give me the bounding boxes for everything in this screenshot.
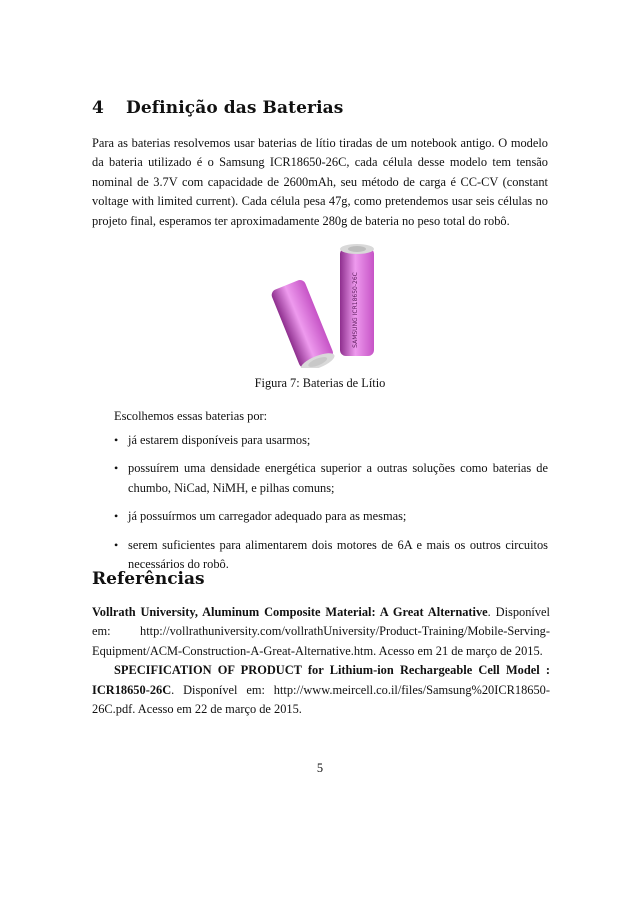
references-list (92, 603, 550, 719)
bullet-icon: • (114, 537, 119, 552)
reference-details: . Disponível em: http://vollrathuniversity.com/vollrathUniversity/Product-Training/Mobile-Serving-Equipment/ACM-Construction-A-Great-Alternative.htm. Acesso em 21 de março de 2015. (92, 605, 550, 658)
section-number: 4 (92, 98, 104, 118)
bullet-icon: • (114, 461, 119, 476)
leaning-battery (270, 278, 337, 368)
section-title: Definição das Baterias (126, 98, 344, 118)
reasons-list (92, 431, 548, 583)
battery-figure (256, 238, 396, 368)
section-heading (92, 98, 343, 118)
battery-label: SAMSUNG ICR18650-26C (352, 272, 359, 348)
list-item: • já possuírmos um carregador adequado para as mesmas; (92, 507, 548, 526)
figure-caption: Figura 7: Baterias de Lítio (254, 376, 386, 390)
reference-title: Vollrath University, Aluminum Composite Material: A Great Alternative (92, 605, 488, 619)
standing-battery (340, 244, 374, 356)
reference-entry (92, 603, 550, 661)
reasons-intro: Escolhemos essas baterias por: (114, 409, 268, 423)
list-item: • já estarem disponíveis para usarmos; (92, 431, 548, 450)
battery-image (256, 238, 396, 368)
reference-details: . Disponível em: http://www.meircell.co.il/files/Samsung%20ICR18650-26C.pdf. Acesso em 22 de março de 2015. (92, 682, 550, 717)
references-heading: Referências (92, 569, 205, 589)
reference-entry (92, 661, 550, 719)
bullet-icon: • (114, 509, 119, 524)
list-item: • serem suficientes para alimentarem dois motores de 6A e mais os outros circuitos necessários do robô. (114, 537, 548, 572)
bullet-icon: • (114, 433, 119, 447)
reference-title: SPECIFICATION OF PRODUCT for Lithium-ion Rechargeable Cell Model : ICR18650-26C (92, 663, 550, 697)
page-number: 5 (316, 761, 324, 775)
list-item: • possuírem uma densidade energética superior a outras soluções como baterias de chumbo, NiCad, NiMH, e pilhas comuns; (114, 461, 548, 495)
battery-paragraph: Para as baterias resolvemos usar baterias de lítio tiradas de um notebook antigo. O modelo da bateria utilizado é o Samsung ICR18650-26C, cada célula desse modelo tem tensão nominal de 3.7V com capacidade de 2600mAh, seu método de carga é CC-CV (constant voltage with limited current). Cada célula pesa 47g, como pretendemos usar seis células no projeto final, esperamos ter aproximadamente 280g de bateria no peso total do robô. (92, 136, 548, 228)
